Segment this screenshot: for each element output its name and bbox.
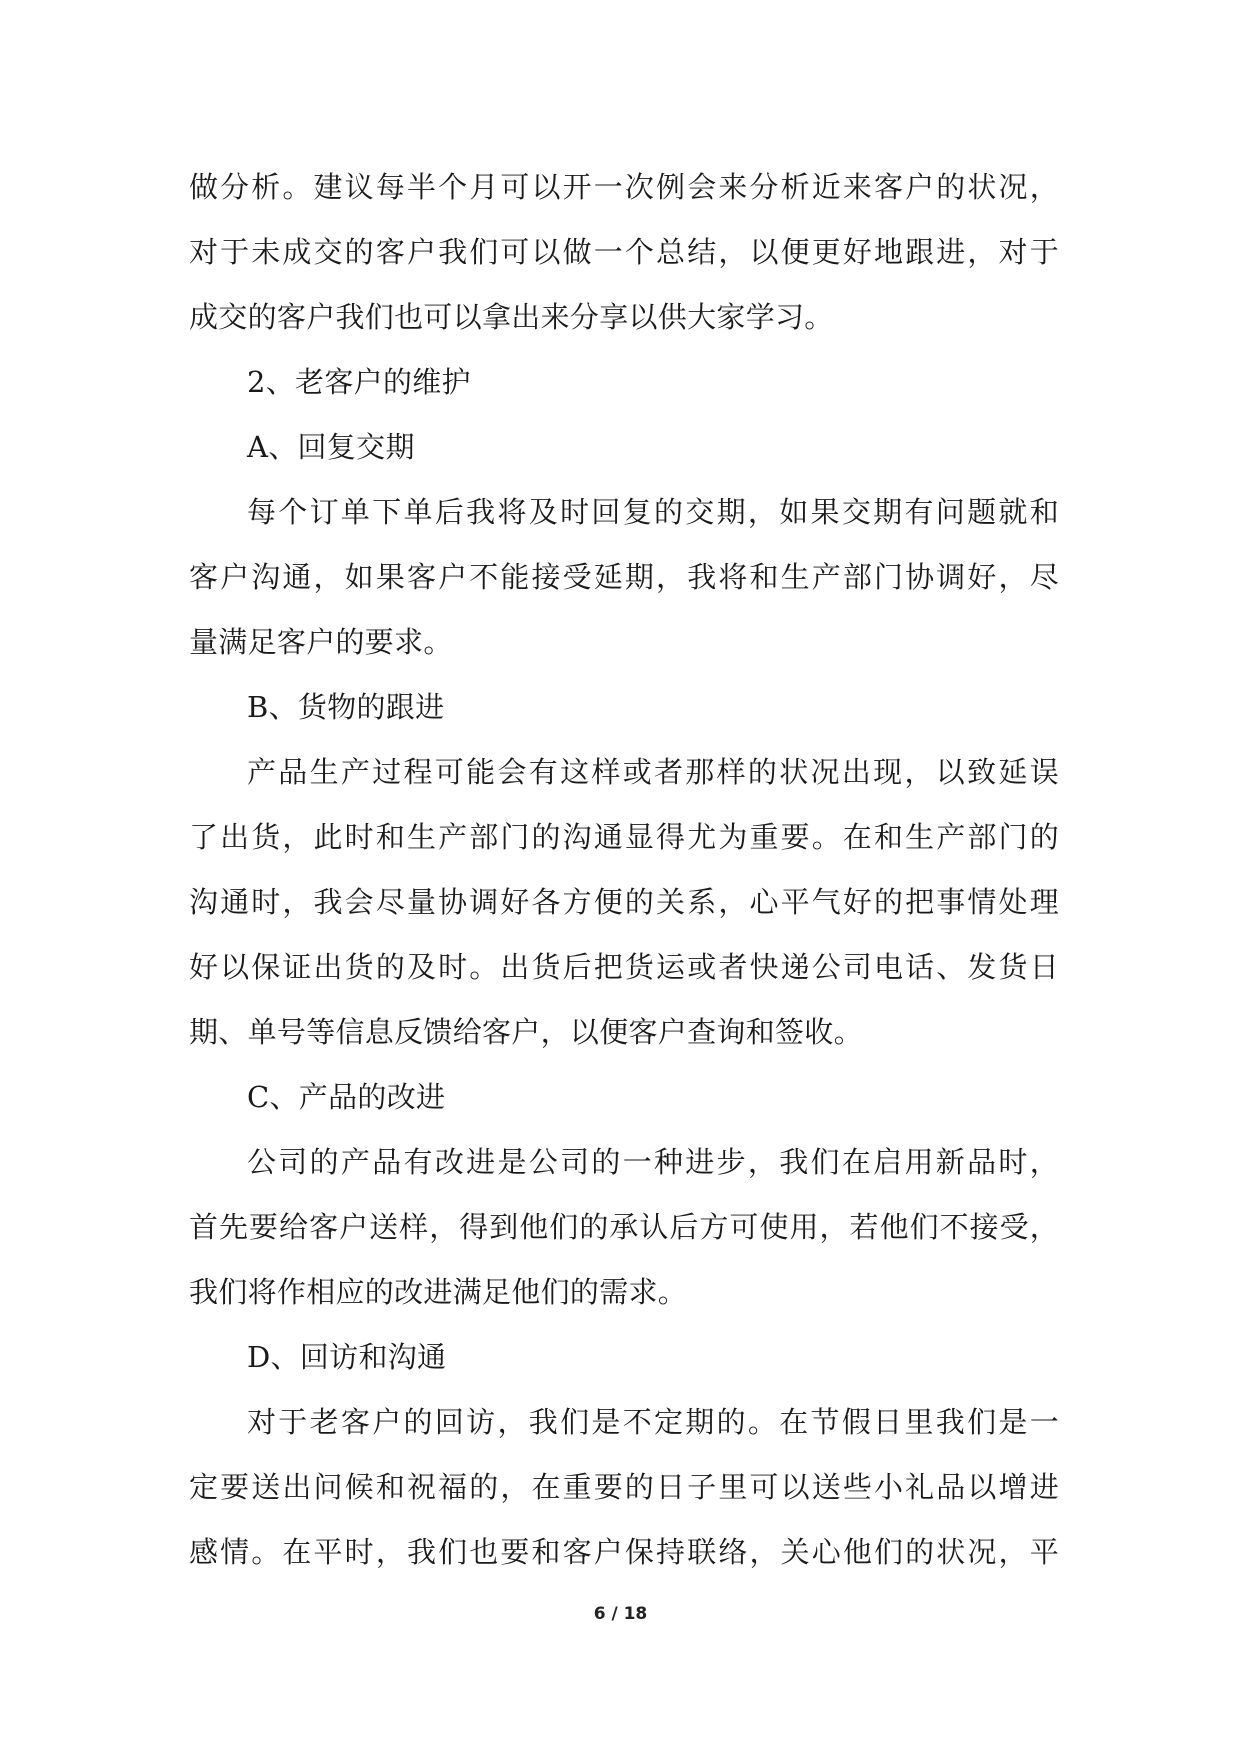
subsection-heading: D、回访和沟通: [247, 1340, 447, 1374]
page-number: 6 / 18: [593, 1604, 648, 1624]
paragraph-line: 了出货，此时和生产部门的沟通显得尤为重要。在和生产部门的: [189, 820, 1059, 854]
paragraph-line: 感情。在平时，我们也要和客户保持联络，关心他们的状况，平: [189, 1535, 1059, 1569]
paragraph-line: 公司的产品有改进是公司的一种进步，我们在启用新品时，: [247, 1145, 1059, 1179]
paragraph-line: 沟通时，我会尽量协调好各方便的关系，心平气好的把事情处理: [189, 885, 1059, 919]
paragraph-line: 好以保证出货的及时。出货后把货运或者快递公司电话、发货日: [189, 950, 1059, 984]
paragraph-line: 首先要给客户送样，得到他们的承认后方可使用，若他们不接受，: [189, 1210, 1059, 1244]
paragraph-line: 每个订单下单后我将及时回复的交期，如果交期有问题就和: [247, 495, 1059, 529]
section-heading: 2、老客户的维护: [247, 365, 471, 399]
document-body: [189, 155, 1059, 1585]
paragraph-line: 产品生产过程可能会有这样或者那样的状况出现，以致延误: [247, 755, 1059, 789]
paragraph-line: 我们将作相应的改进满足他们的需求。: [189, 1275, 688, 1309]
paragraph-line: 量满足客户的要求。: [189, 625, 453, 659]
paragraph-line: 成交的客户我们也可以拿出来分享以供大家学习。: [189, 300, 834, 334]
paragraph-line: 对于老客户的回访，我们是不定期的。在节假日里我们是一: [247, 1405, 1059, 1439]
subsection-heading: B、货物的跟进: [247, 690, 445, 724]
paragraph-line: 客户沟通，如果客户不能接受延期，我将和生产部门协调好，尽: [189, 560, 1059, 594]
paragraph-line: 对于未成交的客户我们可以做一个总结，以便更好地跟进，对于: [189, 235, 1059, 269]
paragraph-line: 做分析。建议每半个月可以开一次例会来分析近来客户的状况，: [189, 170, 1059, 204]
paragraph-line: 定要送出问候和祝福的，在重要的日子里可以送些小礼品以增进: [189, 1470, 1059, 1504]
paragraph-line: 期、单号等信息反馈给客户，以便客户查询和签收。: [189, 1015, 863, 1049]
subsection-heading: A、回复交期: [247, 430, 415, 464]
subsection-heading: C、产品的改进: [247, 1080, 446, 1114]
